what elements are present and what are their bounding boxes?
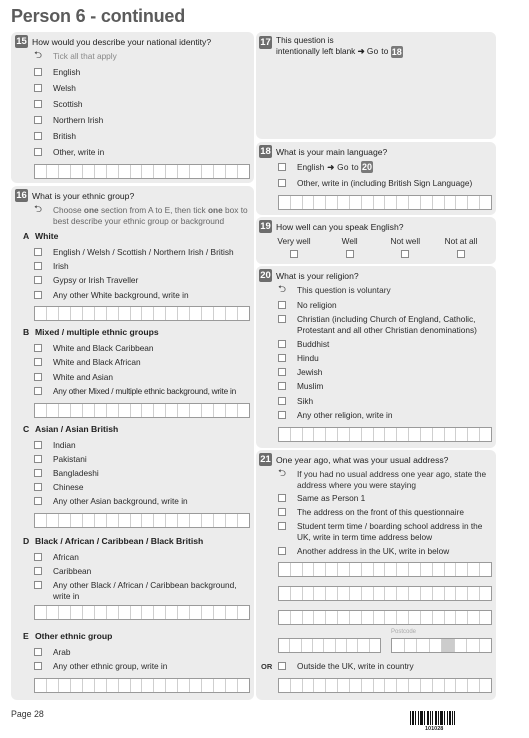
checkbox[interactable]	[34, 291, 42, 299]
right-arrow-icon: ➜	[357, 45, 365, 56]
q19-option[interactable]: Well	[326, 236, 374, 258]
q19-heading: 19 How well can you speak English?	[260, 221, 404, 232]
q17-number: 17	[260, 37, 271, 48]
checkbox[interactable]	[34, 116, 42, 124]
checkbox[interactable]	[34, 648, 42, 656]
q17-heading: 17 This question is intentionally left blank ➜ Go to 18	[260, 35, 402, 57]
checkbox[interactable]	[34, 276, 42, 284]
checkbox[interactable]	[34, 262, 42, 270]
q15-option[interactable]: Scottish	[34, 99, 83, 110]
checkbox[interactable]	[34, 68, 42, 76]
checkbox[interactable]	[34, 441, 42, 449]
section-a-write-in-field[interactable]	[34, 306, 250, 321]
q19-scale	[270, 236, 485, 258]
religion-option[interactable]: Muslim	[278, 381, 323, 392]
q18-option-other[interactable]: Other, write in (including British Sign Language)	[278, 178, 472, 189]
section-e-heading: E Other ethnic group	[23, 631, 113, 641]
ethnic-option[interactable]: White and Asian	[34, 372, 113, 383]
barcode-icon	[410, 711, 463, 725]
goto-20-badge: 20	[361, 162, 372, 172]
checkbox[interactable]	[34, 358, 42, 366]
checkbox[interactable]	[401, 250, 409, 258]
religion-option[interactable]: Jewish	[278, 367, 322, 378]
q19-option[interactable]: Very well	[270, 236, 318, 258]
country-field[interactable]	[278, 678, 492, 693]
address-option[interactable]: The address on the front of this questionnaire	[278, 507, 464, 518]
checkbox[interactable]	[278, 179, 286, 187]
q15-option[interactable]: Northern Irish	[34, 115, 103, 126]
checkbox[interactable]	[346, 250, 354, 258]
checkbox[interactable]	[34, 455, 42, 463]
checkbox[interactable]	[34, 567, 42, 575]
ethnic-option[interactable]: White and Black African	[34, 357, 141, 368]
ethnic-option[interactable]: Any other ethnic group, write in	[34, 661, 167, 672]
address-line-2[interactable]	[278, 586, 492, 601]
address-line-4[interactable]	[278, 638, 381, 653]
q15-write-in-field[interactable]	[34, 164, 250, 179]
ethnic-option[interactable]: Bangladeshi	[34, 468, 99, 479]
q15-option[interactable]: British	[34, 131, 76, 142]
checkbox[interactable]	[278, 508, 286, 516]
address-option[interactable]: Same as Person 1	[278, 493, 365, 504]
section-b-heading: B Mixed / multiple ethnic groups	[23, 327, 159, 337]
q15-option[interactable]: English	[34, 67, 80, 78]
q19-option[interactable]: Not well	[381, 236, 429, 258]
q15-number: 15	[16, 36, 27, 47]
ethnic-option[interactable]: Gypsy or Irish Traveller	[34, 275, 138, 286]
q20-write-in-field[interactable]	[278, 427, 492, 442]
q20-instruction: ⮌ This question is voluntary	[278, 284, 391, 295]
curved-arrow-icon: ⮌	[34, 204, 43, 215]
checkbox[interactable]	[278, 662, 286, 670]
q20-heading: 20 What is your religion?	[260, 270, 359, 281]
checkbox[interactable]	[278, 547, 286, 555]
right-arrow-icon: ➜	[327, 162, 335, 172]
barcode-number: 101028	[425, 726, 444, 732]
checkbox[interactable]	[278, 340, 286, 348]
address-option-outside-uk[interactable]: Outside the UK, write in country	[278, 661, 414, 672]
checkbox[interactable]	[290, 250, 298, 258]
or-label: OR	[261, 662, 273, 671]
checkbox[interactable]	[34, 469, 42, 477]
checkbox[interactable]	[278, 354, 286, 362]
checkbox[interactable]	[34, 248, 42, 256]
checkbox[interactable]	[34, 662, 42, 670]
ethnic-option[interactable]: Indian	[34, 440, 76, 451]
checkbox[interactable]	[34, 581, 42, 589]
address-line-1[interactable]	[278, 562, 492, 577]
ethnic-option[interactable]: African	[34, 552, 79, 563]
address-line-3[interactable]	[278, 610, 492, 625]
ethnic-option[interactable]: Any other Asian background, write in	[34, 496, 188, 507]
address-option[interactable]: Student term time / boarding school address in the UK, write in term time address below	[278, 521, 492, 542]
q16-number: 16	[16, 190, 27, 201]
checkbox[interactable]	[34, 148, 42, 156]
religion-option[interactable]: Buddhist	[278, 339, 329, 350]
q15-option[interactable]: Welsh	[34, 83, 76, 94]
q18-option-english[interactable]: English ➜ Go to 20	[278, 161, 373, 173]
religion-option[interactable]: No religion	[278, 300, 337, 311]
q18-heading: 18 What is your main language?	[260, 146, 388, 157]
ethnic-option[interactable]: White and Black Caribbean	[34, 343, 154, 354]
section-d-write-in-field[interactable]	[34, 605, 250, 620]
address-option[interactable]: Another address in the UK, write in below	[278, 546, 449, 557]
religion-option[interactable]: Hindu	[278, 353, 319, 364]
q16-instruction: ⮌ Choose one section from A to E, then tick one box to best describe your ethnic group or background	[34, 204, 248, 226]
q19-option[interactable]: Not at all	[437, 236, 485, 258]
section-a-heading: A White	[23, 231, 59, 241]
ethnic-option[interactable]: Chinese	[34, 482, 83, 493]
ethnic-option[interactable]: Irish	[34, 261, 69, 272]
q15-heading	[15, 35, 211, 48]
checkbox[interactable]	[34, 344, 42, 352]
section-d-heading: D Black / African / Caribbean / Black British	[23, 536, 204, 546]
section-c-heading: C Asian / Asian British	[23, 424, 119, 434]
checkbox[interactable]	[278, 163, 286, 171]
checkbox[interactable]	[278, 368, 286, 376]
ethnic-option[interactable]: Any other Black / African / Caribbean background, write in	[34, 580, 249, 601]
checkbox[interactable]	[34, 497, 42, 505]
q21-heading: 21 One year ago, what was your usual address?	[260, 454, 449, 465]
ethnic-option[interactable]: Any other White background, write in	[34, 290, 189, 301]
q15-question: How would you describe your national identity?	[32, 36, 212, 47]
checkbox[interactable]	[34, 84, 42, 92]
q16-question: What is your ethnic group?	[32, 190, 135, 201]
checkbox[interactable]	[457, 250, 465, 258]
checkbox[interactable]	[34, 553, 42, 561]
checkbox[interactable]	[278, 397, 286, 405]
ethnic-option[interactable]: Caribbean	[34, 566, 91, 577]
page-title: Person 6 - continued	[11, 6, 186, 26]
checkbox[interactable]	[278, 411, 286, 419]
goto-18-badge: 18	[391, 46, 402, 57]
checkbox[interactable]	[278, 315, 286, 323]
checkbox[interactable]	[278, 522, 286, 530]
ethnic-option[interactable]: Pakistani	[34, 454, 87, 465]
page-number: Page 28	[11, 709, 44, 719]
checkbox[interactable]	[34, 100, 42, 108]
curved-arrow-icon: ⮌	[34, 50, 43, 61]
ethnic-option[interactable]: Any other Mixed / multiple ethnic background, write in	[34, 386, 236, 397]
section-e-write-in-field[interactable]	[34, 678, 250, 693]
q15-instruction: ⮌ Tick all that apply	[34, 50, 117, 61]
religion-option[interactable]: Sikh	[278, 396, 313, 407]
q15-option[interactable]: Other, write in	[34, 147, 104, 158]
checkbox[interactable]	[278, 301, 286, 309]
checkbox[interactable]	[34, 483, 42, 491]
ethnic-option[interactable]: English / Welsh / Scottish / Northern Irish / British	[34, 247, 234, 258]
section-b-write-in-field[interactable]	[34, 403, 250, 418]
checkbox[interactable]	[34, 132, 42, 140]
religion-option[interactable]: Any other religion, write in	[278, 410, 392, 421]
q21-instruction: ⮌ If you had no usual address one year ago, state the address where you were staying	[278, 468, 487, 490]
curved-arrow-icon: ⮌	[278, 468, 287, 479]
q16-heading	[15, 189, 134, 202]
postcode-field[interactable]	[391, 638, 492, 653]
postcode-label: Postcode	[391, 629, 417, 635]
checkbox[interactable]	[34, 373, 42, 381]
q18-write-in-field[interactable]	[278, 195, 492, 210]
ethnic-option[interactable]: Arab	[34, 647, 71, 658]
checkbox[interactable]	[34, 387, 42, 395]
curved-arrow-icon: ⮌	[278, 284, 287, 295]
religion-option[interactable]: Christian (including Church of England, Catholic, Protestant and all other Christian denominations)	[278, 314, 494, 335]
section-c-write-in-field[interactable]	[34, 513, 250, 528]
checkbox[interactable]	[278, 382, 286, 390]
checkbox[interactable]	[278, 494, 286, 502]
